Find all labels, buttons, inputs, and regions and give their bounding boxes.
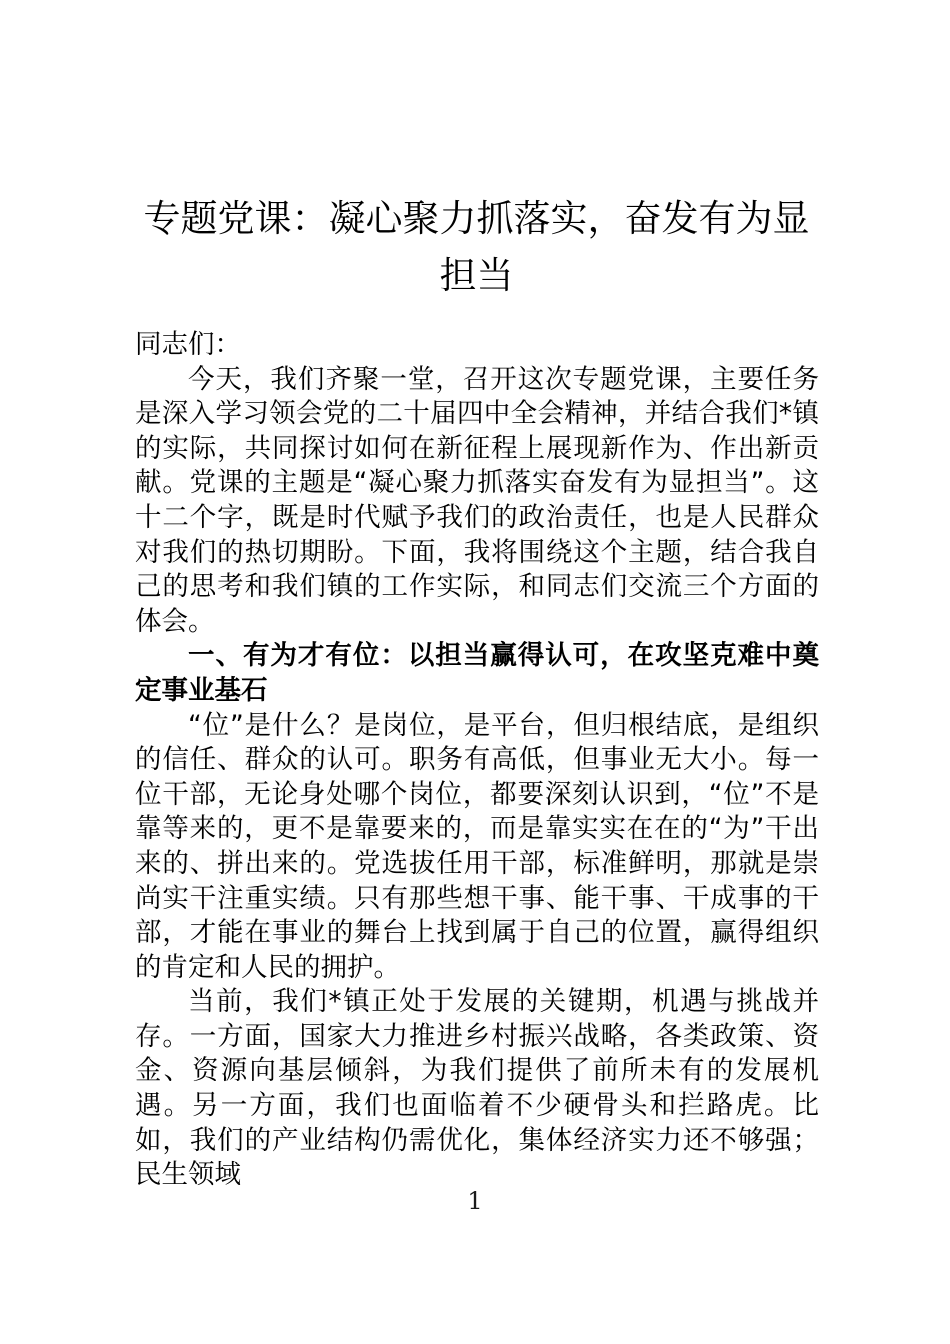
paragraph-section-one-body-2: 当前，我们*镇正处于发展的关键期，机遇与挑战并存。一方面，国家大力推进乡村振兴战略，各类政策、资金、资源向基层倾斜，为我们提供了前所未有的发展机遇。另一方面，我们也面临着不少硬骨头和拦路虎。比如，我们的产业结构仍需优化，集体经济实力还不够强；民生领域	[135, 986, 819, 1191]
paragraph-section-one-heading: 一、有为才有位：以担当赢得认可，在攻坚克难中奠定事业基石	[135, 640, 819, 706]
document-body	[135, 328, 819, 1193]
page-number: 1	[467, 1187, 483, 1215]
page-title: 专题党课：凝心聚力抓落实，奋发有为显担当	[143, 196, 810, 297]
paragraph-opening: 今天，我们齐聚一堂，召开这次专题党课，主要任务是深入学习领会党的二十届四中全会精神，并结合我们*镇的实际，共同探讨如何在新征程上展现新作为、作出新贡献。党课的主题是“凝心聚力抓落实奋发有为显担当”。这十二个字，既是时代赋予我们的政治责任，也是人民群众对我们的热切期盼。下面，我将围绕这个主题，结合我自己的思考和我们镇的工作实际，和同志们交流三个方面的体会。	[135, 363, 819, 637]
paragraph-salutation: 同志们：	[135, 329, 241, 360]
paragraph-section-one-body-1: “位”是什么？是岗位，是平台，但归根结底，是组织的信任、群众的认可。职务有高低，但事业无大小。每一位干部，无论身处哪个岗位，都要深刻认识到，“位”不是靠等来的，更不是靠要来的，而是靠实实在在的“为”干出来的、拼出来的。党选拔任用干部，标准鲜明，那就是崇尚实干注重实绩。只有那些想干事、能干事、干成事的干部，才能在事业的舞台上找到属于自己的位置，赢得组织的肯定和人民的拥护。	[135, 709, 819, 983]
